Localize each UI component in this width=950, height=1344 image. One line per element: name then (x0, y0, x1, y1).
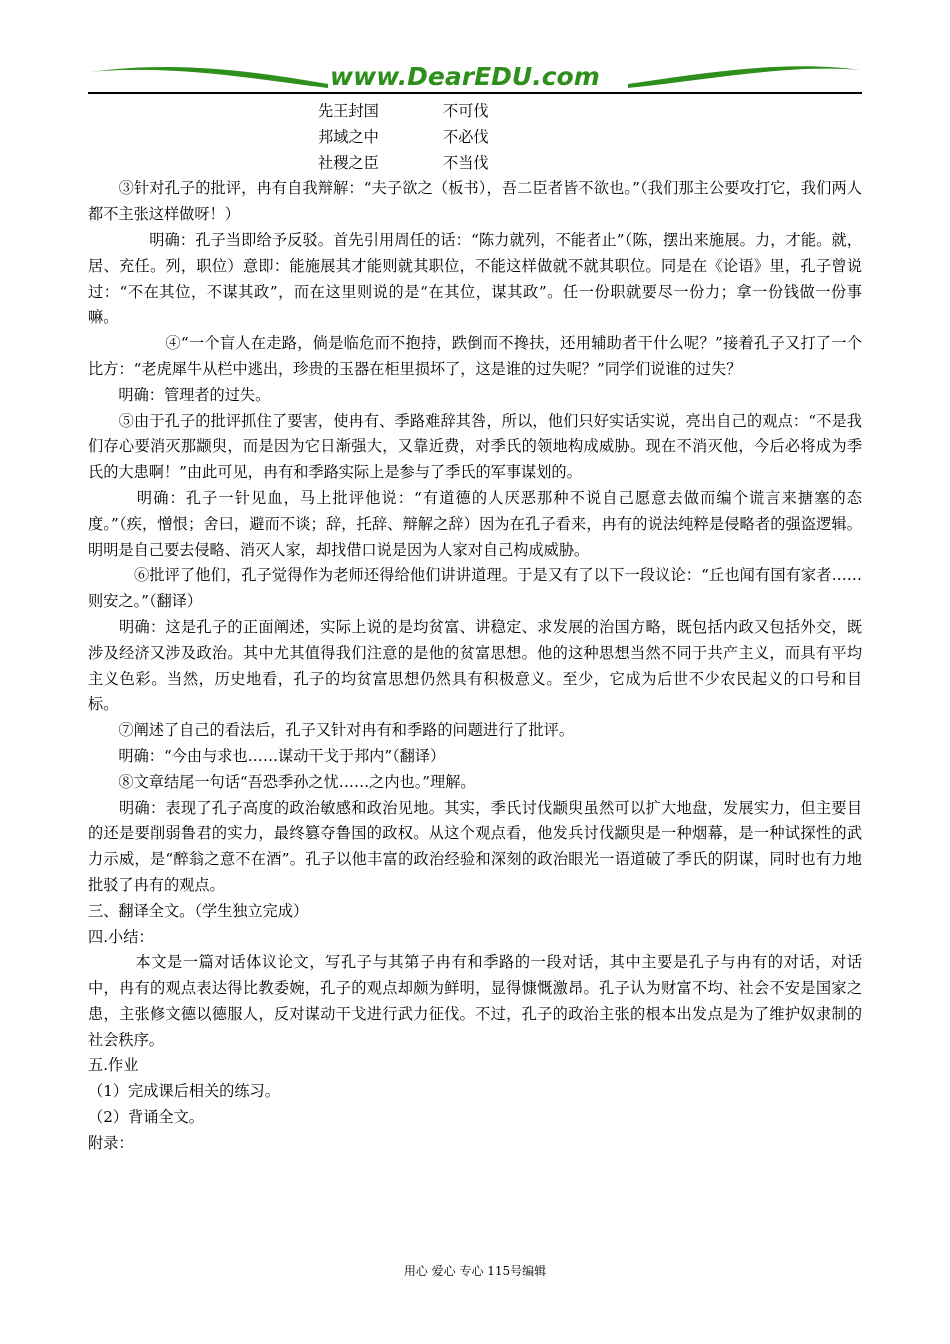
paragraph: 明确：“今由与求也……谋动干戈于邦内”（翻译） (88, 746, 446, 765)
row-value: 不必伐 (443, 127, 489, 146)
paragraph: ⑤由于孔子的批评抓住了要害，使冉有、季路难辞其咎，所以，他们只好实话实说，亮出自己的观点：“不是我们存心要消灭那颛臾，而是因为它日渐强大，又靠近费，对季氏的领地构成威胁。现在不消灭他，今后必将成为季氏的大患啊！”由此可见，冉有和季路实际上是参与了季氏的军事谋划的。 (88, 411, 862, 482)
paragraph: 明确：这是孔子的正面阐述，实际上说的是均贫富、讲稳定、求发展的治国方略，既包括内政又包括外交，既涉及经济又涉及政治。其中尤其值得我们注意的是他的贫富思想。他的这种思想当然不同于共产主义，而具有平均主义色彩。当然，历史地看，孔子的均贫富思想仍然具有积极意义。至少，它成为后世不少农民起义的口号和目标。 (88, 617, 862, 714)
section-heading: 五.作业 (88, 1056, 139, 1075)
site-logo[interactable]: www.DearEDU.com (330, 62, 600, 91)
list-item: （2）背诵全文。 (88, 1108, 204, 1127)
row-value: 不当伐 (443, 153, 489, 172)
table-row (88, 125, 862, 151)
header-divider (88, 92, 862, 94)
paragraph: 明确：管理者的过失。 (88, 385, 271, 404)
section-heading: 三、翻译全文。（学生独立完成） (88, 901, 309, 920)
row-value: 不可伐 (443, 102, 489, 120)
paragraph: ⑦阐述了自己的看法后，孔子又针对冉有和季路的问题进行了批评。 (88, 721, 574, 740)
paragraph: 明确：表现了孔子高度的政治敏感和政治见地。其实，季氏讨伐颛臾虽然可以扩大地盘，发展实力，但主要目的还是要削弱鲁君的实力，最终篡夺鲁国的政权。从这个观点看，他发兵讨伐颛臾是一种烟幕，是一种试探性的武力示威，是“醉翁之意不在酒”。孔子以他丰富的政治经验和深刻的政治眼光一语道破了季氏的阴谋，同时也有力地批驳了冉有的观点。 (88, 798, 862, 894)
paragraph: 明确：孔子当即给予反驳。首先引用周任的话：“陈力就列，不能者止”（陈，摆出来施展。力，才能。就，居、充任。列，职位）意即：能施展其才能则就其职位，不能这样做就不就其职位。同是在《论语》里，孔子曾说过：“不在其位，不谋其政”，而在这里则说的是“在其位，谋其政”。任一份职就要尽一份力；拿一份钱做一份事嘛。 (88, 230, 862, 327)
list-item: （1）完成课后相关的练习。 (88, 1082, 280, 1101)
paragraph: ⑥批评了他们，孔子觉得作为老师还得给他们讲讲道理。于是又有了以下一段议论：“丘也闻有国有家者……则安之。”（翻译） (88, 566, 862, 611)
paragraph: ⑧文章结尾一句话“吾恐季孙之忧……之内也。”理解。 (88, 772, 476, 791)
section-heading: 附录： (88, 1133, 134, 1152)
row-label: 邦域之中 (318, 127, 379, 146)
table-row (88, 99, 862, 125)
page-footer: 用心 爱心 专心 115号编辑 (403, 1264, 547, 1278)
section-heading: 四.小结： (88, 927, 154, 946)
paragraph: 明确：孔子一针见血，马上批评他说：“有道德的人厌恶那种不说自己愿意去做而编个谎言来搪塞的态度。”（疾，憎恨；舍曰，避而不谈；辞，托辞、辩解之辞）因为在孔子看来，冉有的说法纯粹是侵略者的强盗逻辑。明明是自己要去侵略、消灭人家，却找借口说是因为人家对自己构成威胁。 (88, 488, 862, 559)
row-label: 先王封国 (318, 102, 379, 120)
row-label: 社稷之臣 (318, 153, 379, 172)
paragraph: 本文是一篇对话体议论文，写孔子与其第子冉有和季路的一段对话，其中主要是孔子与冉有的对话，对话中，冉有的观点表达得比教委婉，孔子的观点却颇为鲜明，显得慷慨激昂。孔子认为财富不均、社会不安是国家之患，主张修文德以德服人，反对谋动干戈进行武力征伐。不过，孔子的政治主张的根本出发点是为了维护奴隶制的社会秩序。 (88, 953, 862, 1049)
paragraph: ③针对孔子的批评，冉有自我辩解：“夫子欲之（板书），吾二臣者皆不欲也。”（我们那主公要攻打它，我们两人都不主张这样做呀！） (88, 179, 862, 224)
paragraph: ④“一个盲人在走路，倘是临危而不抱持，跌倒而不搀扶，还用辅助者干什么呢？”接着孔子又打了一个比方：“老虎犀牛从栏中逃出，珍贵的玉器在柜里损坏了，这是谁的过失呢？”同学们说谁的过失？ (88, 334, 862, 378)
table-row (88, 151, 862, 177)
document-body (88, 99, 862, 1157)
